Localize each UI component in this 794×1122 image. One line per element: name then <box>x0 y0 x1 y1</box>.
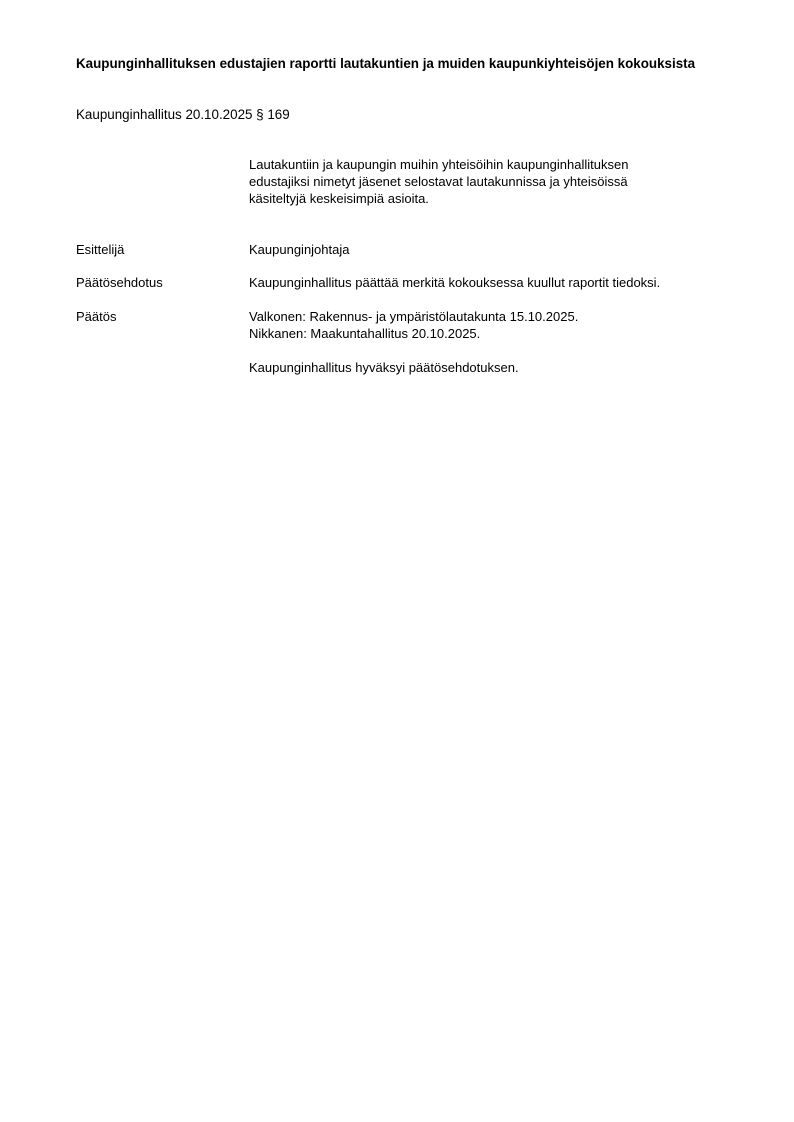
intro-paragraph <box>249 156 719 207</box>
presenter-value: Kaupunginjohtaja <box>249 242 350 257</box>
report-line: Valkonen: Rakennus- ja ympäristölautakunta 15.10.2025. <box>249 309 579 324</box>
proposal-value: Kaupunginhallitus päättää merkitä kokouksessa kuullut raportit tiedoksi. <box>249 275 661 290</box>
proposal-label: Päätösehdotus <box>76 275 163 290</box>
decision-reports <box>249 308 739 342</box>
presenter-label: Esittelijä <box>76 242 125 257</box>
intro-line: edustajiksi nimetyt jäsenet selostavat lautakunnissa ja yhteisöissä <box>249 174 628 189</box>
intro-line: Lautakuntiin ja kaupungin muihin yhteisöihin kaupunginhallituksen <box>249 157 629 172</box>
decision-label: Päätös <box>76 309 117 324</box>
decision-text: Kaupunginhallitus hyväksyi päätösehdotuksen. <box>249 360 519 375</box>
meeting-reference: Kaupunginhallitus 20.10.2025 § 169 <box>76 107 290 122</box>
intro-line: käsiteltyjä keskeisimpiä asioita. <box>249 191 429 206</box>
document-title: Kaupunginhallituksen edustajien raportti lautakuntien ja muiden kaupunkiyhteisöjen kokouksista <box>76 56 696 71</box>
report-line: Nikkanen: Maakuntahallitus 20.10.2025. <box>249 326 481 341</box>
